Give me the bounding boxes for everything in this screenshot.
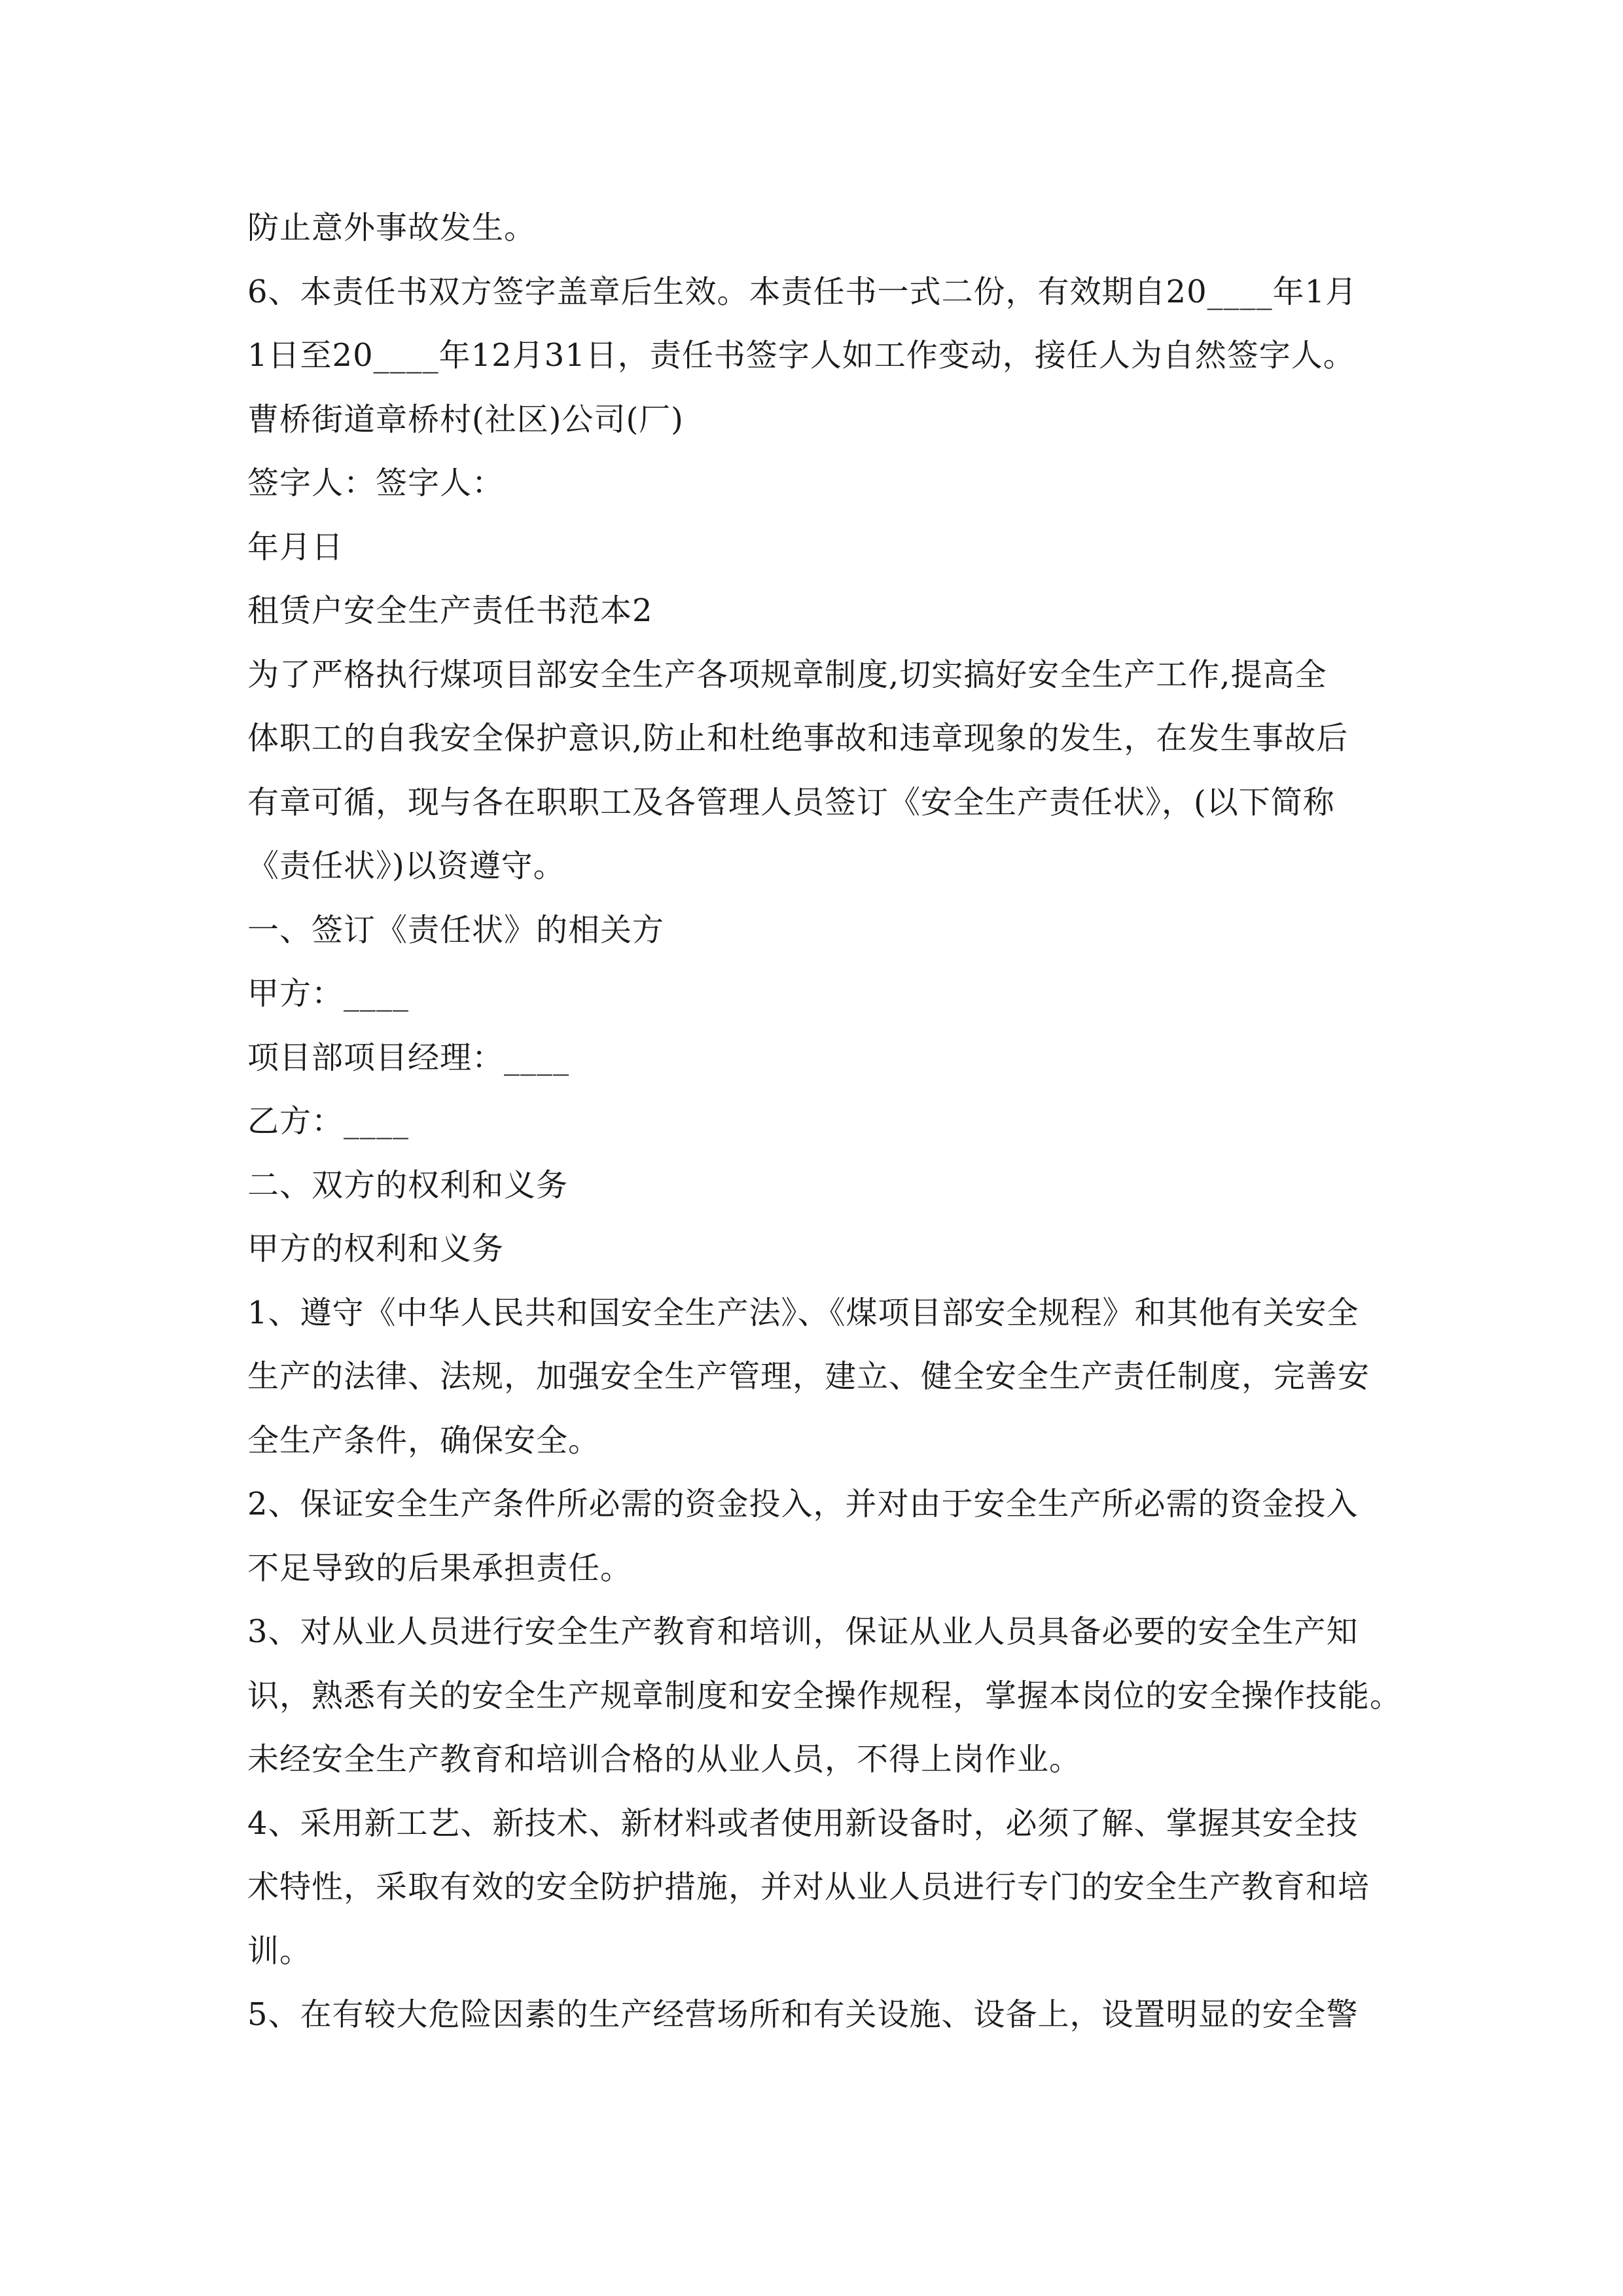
text-line: 签字人：签字人： <box>247 465 505 501</box>
text-line: 项目部项目经理：____ <box>247 1039 570 1076</box>
text-line: 5、在有较大危险因素的生产经营场所和有关设施、设备上，设置明显的安全警 <box>247 1996 1359 2033</box>
text-line: 术特性，采取有效的安全防护措施，并对从业人员进行专门的安全生产教育和培 <box>247 1869 1370 1905</box>
text-line: 为了严格执行煤项目部安全生产各项规章制度,切实搞好安全生产工作,提高全 <box>247 656 1327 693</box>
text-line: 防止意外事故发生。 <box>247 209 537 246</box>
text-line: 不足导致的后果承担责任。 <box>247 1549 633 1587</box>
text-line: 曹桥街道章桥村(社区)公司(厂) <box>247 401 684 438</box>
text-line: 《责任状》)以资遵守。 <box>247 848 565 884</box>
text-line: 识，熟悉有关的安全生产规章制度和安全操作规程，掌握本岗位的安全操作技能。 <box>247 1677 1402 1714</box>
heading-line: 一、签订《责任状》的相关方 <box>247 911 665 948</box>
text-line: 有章可循，现与各在职职工及各管理人员签订《安全生产责任状》，(以下简称 <box>247 783 1335 821</box>
text-line: 生产的法律、法规，加强安全生产管理，建立、健全安全生产责任制度，完善安 <box>247 1358 1370 1395</box>
text-line: 6、本责任书双方签字盖章后生效。本责任书一式二份，有效期自20____年1月 <box>247 273 1358 310</box>
text-line: 1、遵守《中华人民共和国安全生产法》、《煤项目部安全规程》和其他有关安全 <box>247 1294 1359 1331</box>
text-line: 乙方：____ <box>247 1103 410 1139</box>
text-line: 甲方：____ <box>247 975 410 1012</box>
text-line: 训。 <box>247 1932 312 1969</box>
section-title: 租赁户安全生产责任书范本2 <box>247 592 653 629</box>
text-line: 4、采用新工艺、新技术、新材料或者使用新设备时，必须了解、掌握其安全技 <box>247 1804 1359 1842</box>
text-line: 未经安全生产教育和培训合格的从业人员，不得上岗作业。 <box>247 1741 1082 1778</box>
text-line: 年月日 <box>247 528 344 565</box>
text-line: 1日至20____年12月31日，责任书签字人如工作变动，接任人为自然签字人。 <box>247 337 1355 374</box>
document-body <box>247 196 1402 2047</box>
text-line: 甲方的权利和义务 <box>247 1230 505 1267</box>
text-line: 体职工的自我安全保护意识,防止和杜绝事故和违章现象的发生，在发生事故后 <box>247 720 1349 757</box>
text-line: 2、保证安全生产条件所必需的资金投入，并对由于安全生产所必需的资金投入 <box>247 1486 1359 1522</box>
heading-line: 二、双方的权利和义务 <box>247 1166 569 1204</box>
text-line: 全生产条件，确保安全。 <box>247 1422 601 1459</box>
text-line: 3、对从业人员进行安全生产教育和培训，保证从业人员具备必要的安全生产知 <box>247 1613 1359 1650</box>
